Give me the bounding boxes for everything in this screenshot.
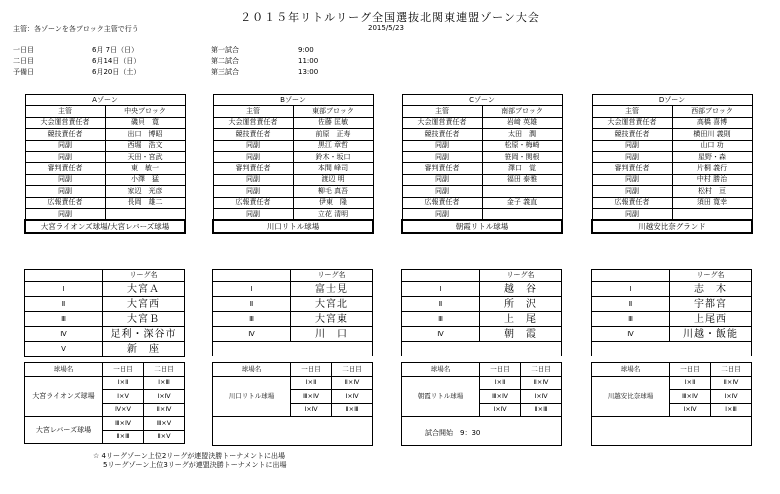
match-day1: Ⅰ×Ⅴ <box>103 390 144 404</box>
staff-person: 出口 博昭 <box>105 129 185 140</box>
league-name: 大宮北 <box>291 297 373 312</box>
staff-person: 南部ブロック <box>482 106 562 117</box>
league-name: 足利・深谷市 <box>103 327 185 342</box>
staff-person: 星野・森 <box>672 151 752 162</box>
staff-role: 同副 <box>402 186 482 197</box>
zone-venue: 川越安比奈グランド <box>592 220 752 232</box>
league-number: Ⅰ <box>25 282 103 297</box>
staff-role: 広報責任者 <box>25 197 105 208</box>
schedule-date: 6月20日（土） <box>92 68 141 76</box>
match-venue: 川越安比奈球場 <box>592 376 670 417</box>
staff-person: 太田 潤 <box>482 129 562 140</box>
league-number: Ⅲ <box>592 312 670 327</box>
zone-staff-table <box>591 94 753 234</box>
game-time: 11:00 <box>298 57 319 65</box>
staff-person: 鈴木・坂口 <box>293 151 373 162</box>
zone-venue: 朝霞リトル球場 <box>402 220 562 232</box>
match-day1: Ⅰ×Ⅳ <box>480 403 521 417</box>
staff-role: 競技責任者 <box>213 129 293 140</box>
match-venue: 大宮ライオンズ球場 <box>25 376 103 417</box>
league-number: Ⅱ <box>402 297 480 312</box>
league-name: 新 座 <box>103 342 185 357</box>
staff-person: 澤口 覚 <box>482 163 562 174</box>
match-day1: Ⅳ×Ⅴ <box>103 403 144 417</box>
venue-header: 一日目 <box>103 363 144 377</box>
staff-person: 柳毛 真吾 <box>293 186 373 197</box>
staff-role: 大会運営責任者 <box>402 117 482 128</box>
footnote: 5リーグゾーン上位3リーグが連盟決勝トーナメントに出場 <box>103 461 287 469</box>
league-number: Ⅲ <box>25 312 103 327</box>
staff-role: 競技責任者 <box>402 129 482 140</box>
staff-role: 同副 <box>25 174 105 185</box>
staff-role: 同副 <box>402 208 482 220</box>
match-venue: 川口リトル球場 <box>213 376 291 417</box>
venue-header: 一日目 <box>670 363 711 377</box>
league-header: リーグ名 <box>103 270 185 282</box>
staff-person: 岩﨑 英雄 <box>482 117 562 128</box>
league-number: Ⅳ <box>402 327 480 342</box>
staff-role: 同副 <box>592 140 672 151</box>
league-name: 越 谷 <box>480 282 562 297</box>
staff-role: 広報責任者 <box>213 197 293 208</box>
league-empty <box>592 342 752 357</box>
staff-person: 磯貝 寛 <box>105 117 185 128</box>
staff-person <box>482 186 562 197</box>
staff-person: 西堀 浩文 <box>105 140 185 151</box>
schedule-date: 6月14日（日） <box>92 57 141 65</box>
staff-role: 同副 <box>213 208 293 220</box>
staff-person: 中村 勝治 <box>672 174 752 185</box>
staff-person: 前原 正寿 <box>293 129 373 140</box>
match-day1: Ⅱ×Ⅲ <box>103 430 144 444</box>
zone-name: Cゾーン <box>402 95 562 106</box>
match-day1: Ⅰ×Ⅳ <box>670 403 711 417</box>
league-number: Ⅱ <box>25 297 103 312</box>
league-table <box>24 269 185 357</box>
staff-person: 立花 清明 <box>293 208 373 220</box>
start-time: 試合開始 9：30 <box>425 429 481 437</box>
league-number: Ⅱ <box>213 297 291 312</box>
staff-role: 主管 <box>402 106 482 117</box>
league-table <box>401 269 562 356</box>
schedule-day: 予備日 <box>13 68 34 76</box>
staff-person: 西部ブロック <box>672 106 752 117</box>
league-number: Ⅳ <box>592 327 670 342</box>
schedule-dates <box>92 45 140 78</box>
staff-role: 同副 <box>25 140 105 151</box>
league-name: 宇都宮 <box>670 297 752 312</box>
league-header: リーグ名 <box>480 270 562 282</box>
staff-role: 同副 <box>402 151 482 162</box>
staff-role: 競技責任者 <box>592 129 672 140</box>
league-name: 川越・飯能 <box>670 327 752 342</box>
match-day2: Ⅰ×Ⅲ <box>144 376 185 390</box>
zone-name: Bゾーン <box>213 95 373 106</box>
staff-person <box>105 208 185 220</box>
game-time: 9:00 <box>298 46 314 54</box>
league-number: Ⅰ <box>402 282 480 297</box>
staff-role: 大会運営責任者 <box>25 117 105 128</box>
staff-role: 広報責任者 <box>592 197 672 208</box>
staff-role: 大会運営責任者 <box>213 117 293 128</box>
schedule-date: 6月 7日（日） <box>92 46 139 54</box>
staff-person: 中央ブロック <box>105 106 185 117</box>
staff-role: 同副 <box>592 186 672 197</box>
zone-venue: 大宮ライオンズ球場/大宮レバーズ球場 <box>25 220 185 232</box>
zone-staff-table <box>401 94 563 234</box>
venue-header: 二日目 <box>521 363 562 377</box>
league-header: リーグ名 <box>670 270 752 282</box>
staff-person: 横田川 義則 <box>672 129 752 140</box>
match-day2: Ⅱ×Ⅳ <box>521 376 562 390</box>
league-name: 大宮西 <box>103 297 185 312</box>
staff-role: 主管 <box>592 106 672 117</box>
league-empty <box>213 342 373 357</box>
staff-role: 審判責任者 <box>213 163 293 174</box>
league-name: 上 尾 <box>480 312 562 327</box>
staff-person: 天田・宮武 <box>105 151 185 162</box>
staff-role: 同副 <box>592 208 672 220</box>
match-day2: Ⅰ×Ⅳ <box>144 390 185 404</box>
staff-person: 金子 義直 <box>482 197 562 208</box>
league-number: Ⅰ <box>592 282 670 297</box>
venue-header: 球場名 <box>402 363 480 377</box>
staff-role: 同副 <box>213 186 293 197</box>
staff-role: 競技責任者 <box>25 129 105 140</box>
game-time: 13:00 <box>298 68 319 76</box>
league-number: Ⅳ <box>25 327 103 342</box>
staff-person: 東部ブロック <box>293 106 373 117</box>
league-header: リーグ名 <box>291 270 373 282</box>
match-day1: Ⅰ×Ⅱ <box>291 376 332 390</box>
match-footer-cell <box>213 417 373 446</box>
staff-role: 同副 <box>592 151 672 162</box>
match-day2: Ⅰ×Ⅳ <box>711 390 752 404</box>
staff-role: 同副 <box>592 174 672 185</box>
league-number: Ⅲ <box>402 312 480 327</box>
staff-person: 笹岡・関根 <box>482 151 562 162</box>
match-day1: Ⅰ×Ⅳ <box>291 403 332 417</box>
staff-role: 同副 <box>25 208 105 220</box>
zone-staff-table <box>212 94 374 234</box>
staff-role: 主管 <box>213 106 293 117</box>
game-names <box>211 45 239 78</box>
staff-person: 山口 功 <box>672 140 752 151</box>
staff-person: 小澤 猛 <box>105 174 185 185</box>
staff-role: 同副 <box>213 140 293 151</box>
league-blank <box>25 270 103 282</box>
staff-person: 長岡 雄二 <box>105 197 185 208</box>
staff-role: 同副 <box>402 140 482 151</box>
league-number: Ⅲ <box>213 312 291 327</box>
league-name: 所 沢 <box>480 297 562 312</box>
staff-person: 佐藤 匡敏 <box>293 117 373 128</box>
staff-person: 松村 亘 <box>672 186 752 197</box>
venue-header: 球場名 <box>213 363 291 377</box>
staff-role: 同副 <box>213 174 293 185</box>
game-times <box>298 45 318 78</box>
staff-person: 松原・梅崎 <box>482 140 562 151</box>
match-table <box>591 362 752 446</box>
match-day2: Ⅰ×Ⅳ <box>521 390 562 404</box>
match-day2: Ⅱ×Ⅲ <box>521 403 562 417</box>
game-name: 第三試合 <box>211 68 239 76</box>
staff-role: 同副 <box>402 174 482 185</box>
match-day1: Ⅲ×Ⅳ <box>103 417 144 431</box>
staff-role: 大会運営責任者 <box>592 117 672 128</box>
league-number: Ⅴ <box>25 342 103 357</box>
match-footer-cell <box>592 417 752 446</box>
match-day1: Ⅲ×Ⅳ <box>670 390 711 404</box>
match-venue: 朝霞リトル球場 <box>402 376 480 417</box>
staff-person: 福田 泰雅 <box>482 174 562 185</box>
footnotes <box>93 452 287 470</box>
match-day2: Ⅰ×Ⅳ <box>332 390 373 404</box>
schedule-days <box>13 45 34 78</box>
match-day2: Ⅱ×Ⅳ <box>332 376 373 390</box>
league-name: 志 木 <box>670 282 752 297</box>
match-day2: Ⅱ×Ⅴ <box>144 430 185 444</box>
match-table <box>24 362 185 444</box>
staff-role: 審判責任者 <box>402 163 482 174</box>
staff-person: 高橋 喜博 <box>672 117 752 128</box>
venue-header: 二日目 <box>332 363 373 377</box>
league-table <box>591 269 752 356</box>
staff-person: 須田 寛幸 <box>672 197 752 208</box>
league-number: Ⅱ <box>592 297 670 312</box>
league-name: 大宮Ｂ <box>103 312 185 327</box>
zone-name: Dゾーン <box>592 95 752 106</box>
staff-role: 同副 <box>25 186 105 197</box>
league-name: 上尾西 <box>670 312 752 327</box>
league-number: Ⅰ <box>213 282 291 297</box>
match-day1: Ⅰ×Ⅱ <box>670 376 711 390</box>
venue-header: 球場名 <box>25 363 103 377</box>
staff-person <box>482 208 562 220</box>
staff-role: 審判責任者 <box>25 163 105 174</box>
match-day1: Ⅰ×Ⅱ <box>480 376 521 390</box>
staff-person: 黒江 章哲 <box>293 140 373 151</box>
league-blank <box>213 270 291 282</box>
staff-person: 東 敏一 <box>105 163 185 174</box>
zone-name: Aゾーン <box>25 95 185 106</box>
staff-role: 同副 <box>25 151 105 162</box>
staff-person: 本間 峰司 <box>293 163 373 174</box>
match-day2: Ⅱ×Ⅳ <box>711 376 752 390</box>
zone-venue: 川口リトル球場 <box>213 220 373 232</box>
page-title: ２０１５年リトルリーグ全国選抜北関東連盟ゾーン大会 <box>240 11 540 24</box>
schedule-day: 一日目 <box>13 46 34 54</box>
staff-person <box>672 208 752 220</box>
match-day1: Ⅲ×Ⅳ <box>480 390 521 404</box>
staff-role: 同副 <box>213 151 293 162</box>
staff-role: 広報責任者 <box>402 197 482 208</box>
league-name: 川 口 <box>291 327 373 342</box>
schedule-day: 二日目 <box>13 57 34 65</box>
zone-staff-table <box>24 94 186 234</box>
game-name: 第二試合 <box>211 57 239 65</box>
league-name: 大宮東 <box>291 312 373 327</box>
league-empty <box>402 342 562 357</box>
staff-person: 伊東 隆 <box>293 197 373 208</box>
staff-person: 渡辺 明 <box>293 174 373 185</box>
document-date: 2015/5/23 <box>368 24 404 32</box>
staff-role: 審判責任者 <box>592 163 672 174</box>
league-name: 朝 霞 <box>480 327 562 342</box>
match-day1: Ⅰ×Ⅱ <box>103 376 144 390</box>
staff-person: 家辺 光彦 <box>105 186 185 197</box>
league-number: Ⅳ <box>213 327 291 342</box>
staff-role: 主管 <box>25 106 105 117</box>
venue-header: 一日目 <box>291 363 332 377</box>
host-note: 主管：各ゾーンを各ブロック主管で行う <box>13 25 139 33</box>
match-day2: Ⅱ×Ⅲ <box>332 403 373 417</box>
venue-header: 二日目 <box>711 363 752 377</box>
league-blank <box>592 270 670 282</box>
match-day1: Ⅲ×Ⅳ <box>291 390 332 404</box>
match-day2: Ⅲ×Ⅴ <box>144 417 185 431</box>
game-name: 第一試合 <box>211 46 239 54</box>
venue-header: 一日目 <box>480 363 521 377</box>
league-table <box>212 269 373 356</box>
match-day2: Ⅰ×Ⅲ <box>711 403 752 417</box>
venue-header: 球場名 <box>592 363 670 377</box>
venue-header: 二日目 <box>144 363 185 377</box>
match-day2: Ⅱ×Ⅳ <box>144 403 185 417</box>
match-table <box>212 362 373 446</box>
match-venue: 大宮レバーズ球場 <box>25 417 103 444</box>
league-name: 富士見 <box>291 282 373 297</box>
league-blank <box>402 270 480 282</box>
footnote: ☆ 4リーグゾーン上位2リーグが連盟決勝トーナメントに出場 <box>93 452 285 460</box>
league-name: 大宮Ａ <box>103 282 185 297</box>
staff-person: 片桐 義行 <box>672 163 752 174</box>
